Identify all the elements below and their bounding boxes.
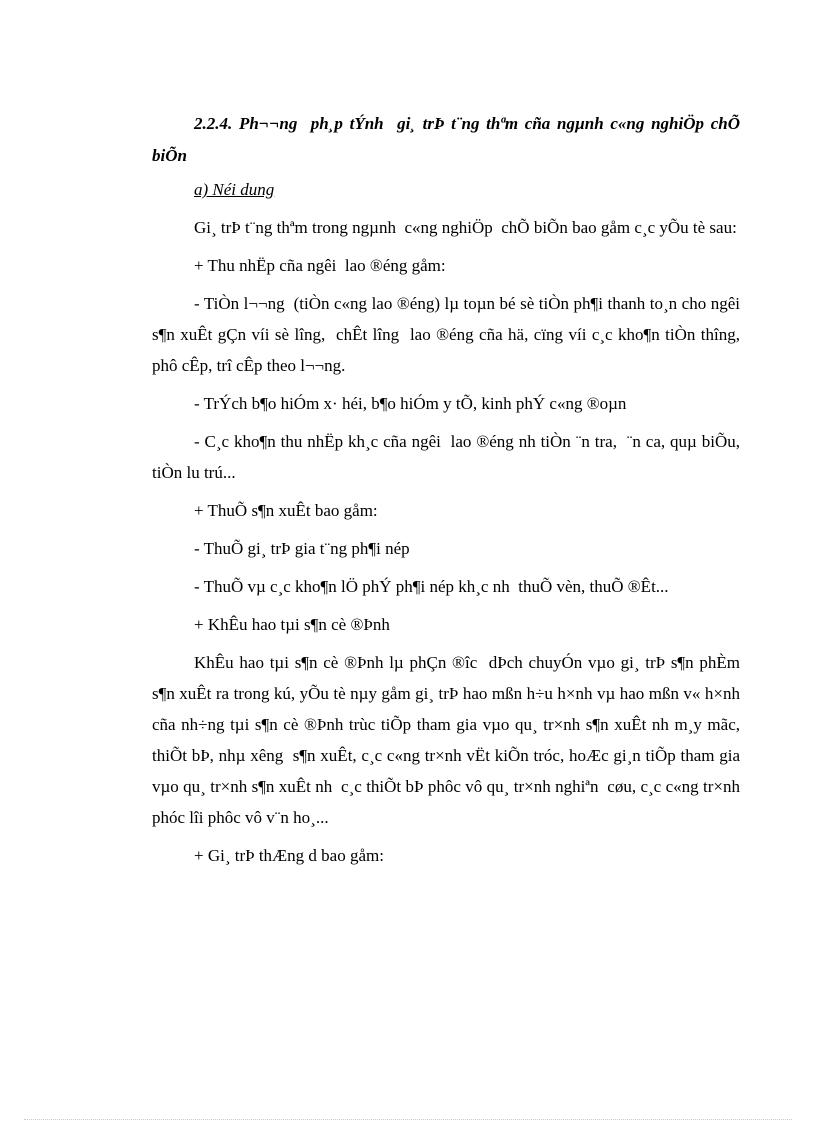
paragraph-vat: - ThuÕ gi¸ trÞ gia t¨ng ph¶i nép <box>194 539 410 558</box>
paragraph-other-income: - C¸c kho¶n thu nhËp kh¸c cña ngêi lao ®éng nh tiÒn ¨n tra, ¨n ca, quµ biÕu, tiÒn lu trú... <box>152 432 745 482</box>
paragraph-depreciation: KhÊu hao tµi s¶n cè ®Þnh lµ phÇn ®îc dÞch chuyÓn vµo gi¸ trÞ s¶n phÈm s¶n xuÊt ra trong kú, yÕu tè nµy gåm gi¸ trÞ hao mßn h÷u h×nh vµ hao mßn v« h×nh cña nh÷ng tµi s¶n cè ®Þnh trùc tiÕp tham gia vµo qu¸ tr×nh s¶n xuÊt nh m¸y mãc, thiÕt bÞ, nhµ xêng s¶n xuÊt, c¸c c«ng tr×nh vËt kiÕn tróc, hoÆc gi¸n tiÕp tham gia vµo qu¸ tr×nh s¶n xuÊt nh c¸c thiÕt bÞ phôc vô qu¸ tr×nh nghiªn cøu, c¸c c«ng tr×nh phóc lîi phôc vô v¨n ho¸... <box>152 653 745 827</box>
paragraph-insurance: - TrÝch b¶o hiÓm x· héi, b¶o hiÓm y tÕ, kinh phÝ c«ng ®oµn <box>194 394 627 413</box>
paragraph-income-header: + Thu nhËp cña ngêi lao ®éng gåm: <box>194 256 446 275</box>
document-body <box>152 108 749 871</box>
paragraph-depreciation-header: + KhÊu hao tµi s¶n cè ®Þnh <box>194 615 390 634</box>
paragraph-surplus-header: + Gi¸ trÞ thÆng d bao gåm: <box>194 846 384 865</box>
subsection-heading: a) Néi dung <box>194 180 275 199</box>
paragraph-wages: - TiÒn l¬¬ng (tiÒn c«ng lao ®éng) lµ toµn bé sè tiÒn ph¶i thanh to¸n cho ngêi s¶n xuÊt gÇn víi sè lîng, chÊt lîng lao ®éng cña hä, cïng víi c¸c kho¶n tiÒn thîng, phô cÊp, trî cÊp theo l¬¬ng. <box>152 294 749 375</box>
paragraph-tax-header: + ThuÕ s¶n xuÊt bao gåm: <box>194 501 378 520</box>
section-heading: 2.2.4. Ph¬¬ng ph¸p tÝnh gi¸ trÞ t¨ng thªm cña ngµnh c«ng nghiÖp chÕ biÕn <box>152 114 745 165</box>
paragraph-intro: Gi¸ trÞ t¨ng thªm trong ngµnh c«ng nghiÖp chÕ biÕn bao gåm c¸c yÕu tè sau: <box>194 218 737 237</box>
paragraph-other-taxes: - ThuÕ vµ c¸c kho¶n lÖ phÝ ph¶i nép kh¸c nh thuÕ vèn, thuÕ ®Êt... <box>194 577 669 596</box>
page-bottom-divider <box>24 1119 792 1120</box>
